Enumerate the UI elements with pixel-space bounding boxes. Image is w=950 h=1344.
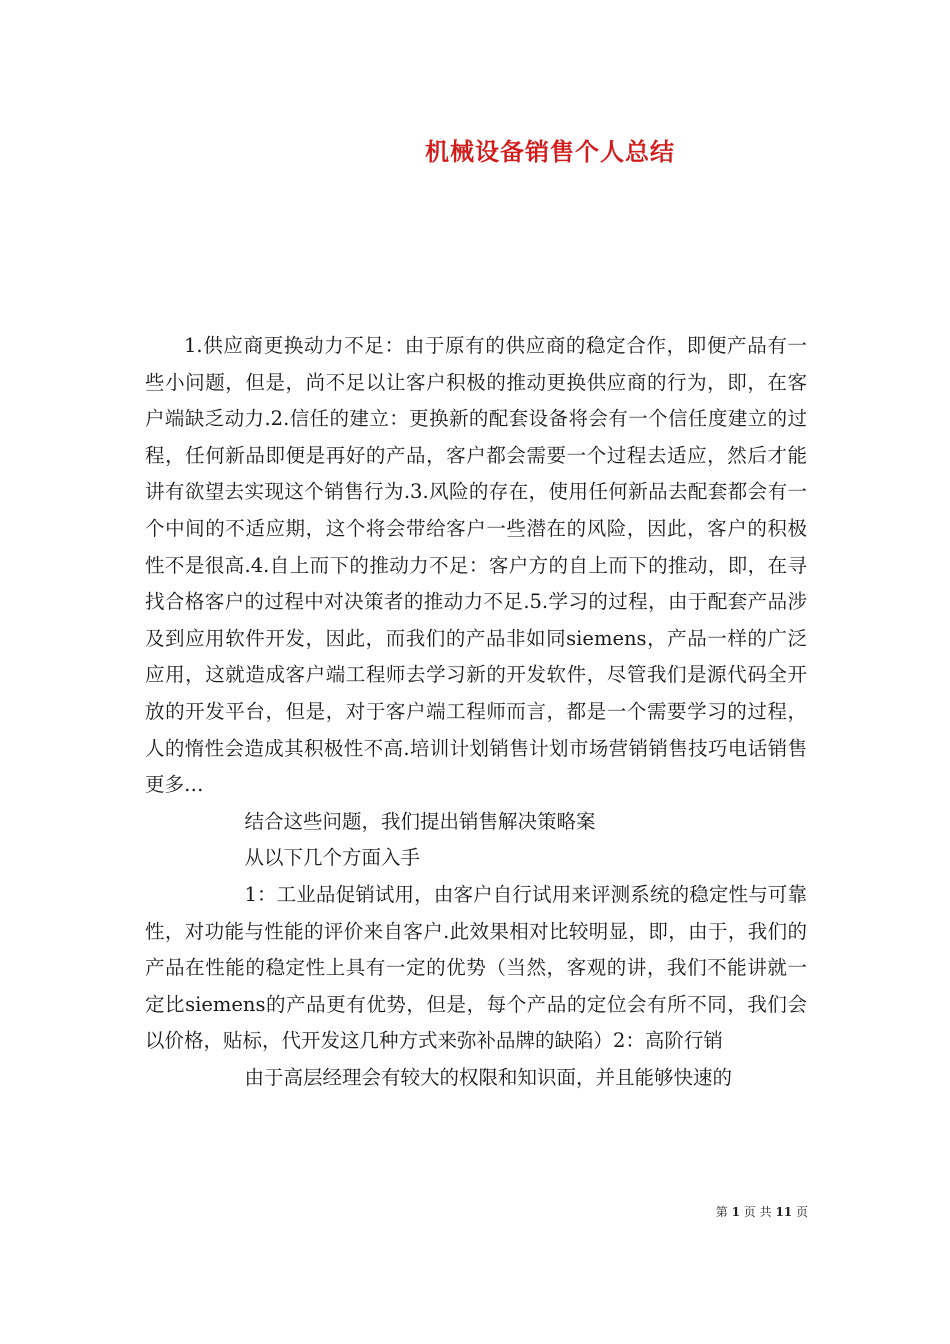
footer-prefix: 第 xyxy=(715,1205,728,1219)
body-paragraph-2: 结合这些问题，我们提出销售解决策略案 xyxy=(244,809,596,833)
footer-middle: 页 共 xyxy=(743,1205,772,1219)
body-paragraph-5: 由于高层经理会有较大的权限和知识面，并且能够快速的 xyxy=(244,1065,732,1089)
body-paragraph-4: 1：工业品促销试用，由客户自行试用来评测系统的稳定性与可靠性，对功能与性能的评价来自客户.此效果相对比较明显，即，由于，我们的产品在性能的稳定性上具有一定的优势（当然，客观的讲，我们不能讲就一定比siemens的产品更有优势，但是，每个产品的定位会有所不同，我们会以价格，贴标，代开发这几种方式来弥补品牌的缺陷）2：高阶行销 xyxy=(145,882,807,1053)
body-paragraph-1: 1.供应商更换动力不足：由于原有的供应商的稳定合作，即便产品有一些小问题，但是，尚不足以让客户积极的推动更换供应商的行为，即，在客户端缺乏动力.2.信任的建立：更换新的配套设备将会有一个信任度建立的过程，任何新品即便是再好的产品，客户都会需要一个过程去适应，然后才能讲有欲望去实现这个销售行为.3.风险的存在，使用任何新品去配套都会有一个中间的不适应期，这个将会带给客户一些潜在的风险，因此，客户的积极性不是很高.4.自上而下的推动力不足：客户方的自上而下的推动，即，在寻找合格客户的过程中对决策者的推动力不足.5.学习的过程，由于配套产品涉及到应用软件开发，因此，而我们的产品非如同siemens，产品一样的广泛应用，这就造成客户端工程师去学习新的开发软件，尽管我们是源代码全开放的开发平台，但是，对于客户端工程师而言，都是一个需要学习的过程，人的惰性会造成其积极性不高.培训计划销售计划市场营销销售技巧电话销售更多… xyxy=(145,334,807,797)
footer-total-pages: 11 xyxy=(775,1205,793,1219)
footer-current-page: 1 xyxy=(731,1205,740,1219)
document-body xyxy=(145,328,807,1096)
document-title: 机械设备销售个人总结 xyxy=(425,137,675,166)
body-paragraph-3: 从以下几个方面入手 xyxy=(244,846,420,870)
footer-suffix: 页 xyxy=(795,1205,808,1219)
page-footer xyxy=(0,1203,808,1220)
